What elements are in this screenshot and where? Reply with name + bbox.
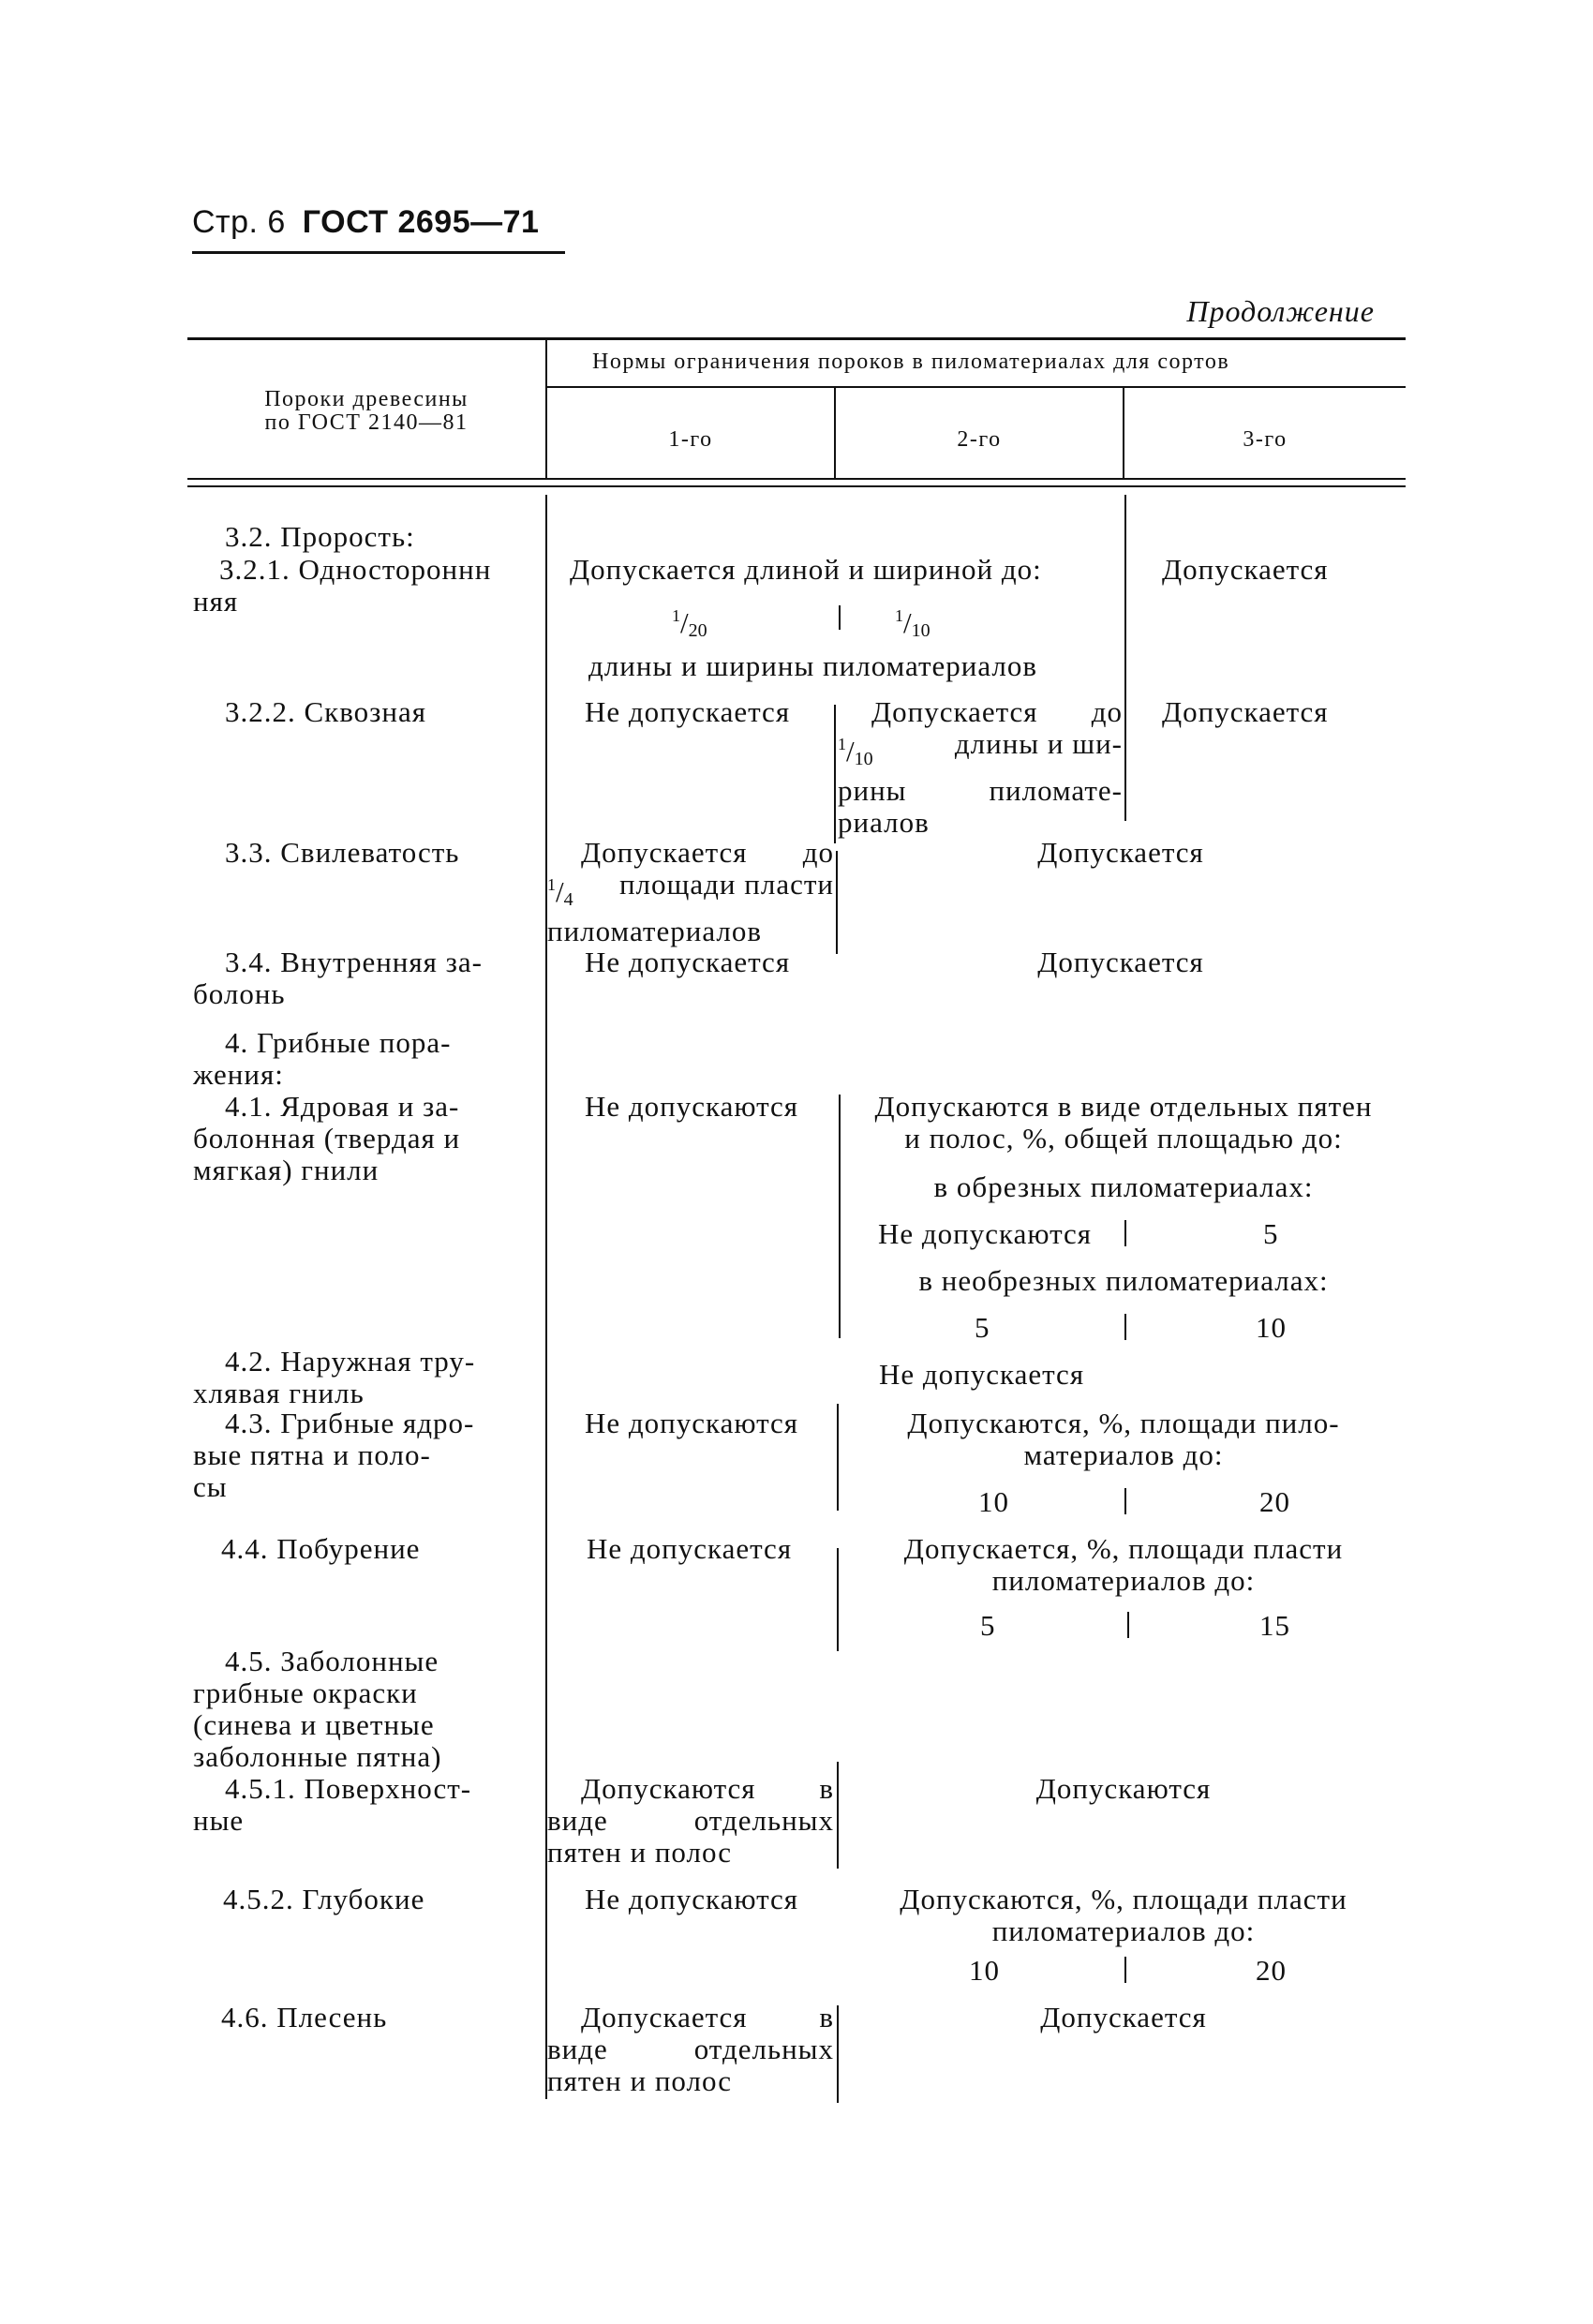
body-vline-2c <box>839 1095 841 1338</box>
row-4-1-divider-2 <box>1124 1314 1126 1340</box>
row-4-6-grade23: Допускается <box>1040 2001 1207 2034</box>
row-4-4-grade3-value: 15 <box>1259 1609 1290 1642</box>
fraction-1-10: $^1/_{10}$ <box>895 606 930 641</box>
row-3-2-1-label: 3.2.1. Одностороннн няя <box>193 553 492 618</box>
page-number: Стр. 6 <box>192 204 286 240</box>
row-3-2-2-grade1: Не допускается <box>585 695 791 728</box>
defects-column-header: Пороки древесины по ГОСТ 2140—81 <box>264 387 469 435</box>
row-3-2-2-grade3: Допускается <box>1162 695 1329 728</box>
body-vline-2e <box>837 1548 839 1651</box>
row-3-2-1-norm-cont: длины и ширины пиломатериалов <box>588 649 1038 682</box>
page-header <box>192 204 539 241</box>
head-vline-1 <box>545 337 547 478</box>
row-4-1-unedged-grade2: 5 <box>975 1311 990 1344</box>
row-3-3-grade23: Допускается <box>1037 836 1204 869</box>
header-underline <box>192 251 565 254</box>
row-4-3-grade23: Допускаются, %, площади пило- материалов до: <box>907 1407 1340 1471</box>
row-4-5-2-divider <box>1124 1957 1126 1983</box>
body-vline-3 <box>1124 495 1126 821</box>
row-4-3-divider <box>1124 1488 1126 1514</box>
row-4-3-grade3-value: 20 <box>1259 1485 1290 1518</box>
row-4-1-unedged-heading: в необрезных пиломатериалах: <box>918 1264 1329 1297</box>
row-4-1-divider-1 <box>1124 1220 1126 1246</box>
row-4-4-divider <box>1127 1612 1129 1638</box>
row-4-5-1-label: 4.5.1. Поверхност- ные <box>193 1772 472 1837</box>
row-4-1-edged-grade3: 5 <box>1263 1217 1279 1250</box>
row-4-3-label: 4.3. Грибные ядро- вые пятна и поло- сы <box>193 1407 475 1503</box>
row-4-1-unedged-grade3: 10 <box>1256 1311 1287 1344</box>
head-bottom-rule-1 <box>187 478 1406 480</box>
head-bottom-rule-2 <box>187 485 1406 487</box>
row-4-label: 4. Грибные пора- жения: <box>193 1026 452 1091</box>
standard-number: ГОСТ 2695—71 <box>302 204 540 240</box>
row-4-5-2-grade3-value: 20 <box>1256 1954 1287 1987</box>
row-3-2-2-grade2: Допускается до $^1/_{10}$ длины и ши- рины пиломате- риалов <box>838 695 1123 839</box>
grade-2-header: 2-го <box>957 427 1002 452</box>
row-4-5-2-label: 4.5.2. Глубокие <box>223 1883 425 1915</box>
row-3-4-grade23: Допускается <box>1037 946 1204 978</box>
fraction-1-20: $^1/_{20}$ <box>672 606 707 641</box>
row-4-1-grade23: Допускаются в виде отдельных пятен и полос, %, общей площадью до: <box>874 1090 1373 1155</box>
row-3-2-1-grade3: Допускается <box>1162 553 1329 586</box>
grade-1-header: 1-го <box>668 427 713 452</box>
row-4-3-grade1: Не допускаются <box>585 1407 799 1439</box>
row-4-4-grade23: Допускается, %, площади пласти пиломатериалов до: <box>903 1532 1344 1597</box>
row-3-4-label: 3.4. Внутренняя за- болонь <box>193 946 483 1010</box>
row-4-2-label: 4.2. Наружная тру- хлявая гниль <box>193 1345 476 1409</box>
row-4-5-2-grade2-value: 10 <box>969 1954 1000 1987</box>
body-vline-2f <box>837 1762 839 1869</box>
row-4-4-label: 4.4. Побурение <box>221 1532 421 1565</box>
row-3-2-label: 3.2. Пророcть: <box>225 520 415 553</box>
fraction-divider <box>839 605 841 630</box>
row-4-1-label: 4.1. Ядровая и за- болонная (твердая и мягкая) гнили <box>193 1090 461 1186</box>
row-3-3-label: 3.3. Свилеватость <box>225 836 460 869</box>
body-vline-2g <box>837 2005 839 2103</box>
row-3-4-grade1: Не допускается <box>585 946 791 978</box>
row-4-2-grade23: Не допускается <box>879 1358 1085 1391</box>
norms-header: Нормы ограничения пороков в пиломатериалах для сортов <box>592 350 1230 374</box>
row-4-3-grade2-value: 10 <box>978 1485 1009 1518</box>
body-vline-2d <box>837 1404 839 1511</box>
row-4-5-label: 4.5. Заболонные грибные окраски (синева и цветные заболонные пятна) <box>193 1645 442 1773</box>
row-4-4-grade2-value: 5 <box>980 1609 996 1642</box>
row-4-1-grade1: Не допускаются <box>585 1090 799 1123</box>
row-4-4-grade1: Не допускается <box>587 1532 793 1565</box>
body-vline-2a <box>834 705 836 843</box>
row-3-2-1-norm: Допускается длиной и шириной до: <box>570 553 1042 586</box>
row-4-6-label: 4.6. Плесень <box>221 2001 388 2034</box>
row-4-5-2-grade1: Не допускаются <box>585 1883 799 1915</box>
row-4-5-1-grade1: Допускаются в виде отдельных пятен и полос <box>547 1772 834 1869</box>
row-3-2-2-label: 3.2.2. Сквозная <box>225 695 427 728</box>
row-3-3-grade1: Допускается до $^1/_4$ площади пласти пиломатериалов <box>547 836 834 947</box>
row-4-5-2-grade23: Допускаются, %, площади пласти пиломатериалов до: <box>900 1883 1347 1947</box>
row-4-1-edged-grade2: Не допускаются <box>878 1217 1093 1250</box>
row-4-5-1-grade23: Допускаются <box>1035 1772 1212 1805</box>
grade-3-header: 3-го <box>1243 427 1288 452</box>
row-4-6-grade1: Допускается в виде отдельных пятен и полос <box>547 2001 834 2097</box>
row-4-1-edged-heading: в обрезных пиломатериалах: <box>933 1170 1314 1203</box>
head-subrule <box>545 386 1406 388</box>
table-top-rule <box>187 337 1406 340</box>
continuation-label: Продолжение <box>1186 294 1375 328</box>
